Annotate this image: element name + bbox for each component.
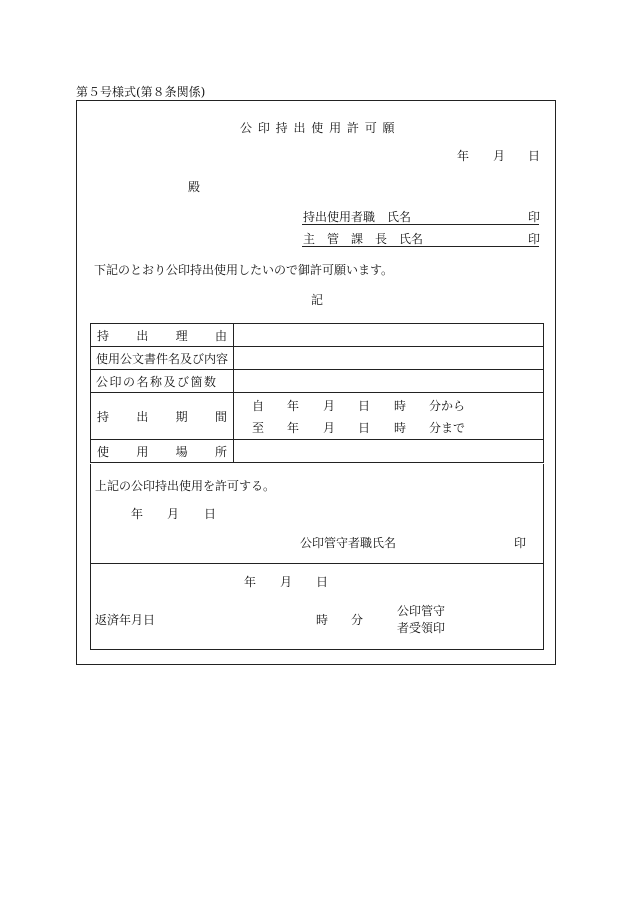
details-table — [90, 323, 544, 463]
applicant-label: 持出使用者職 氏名 — [303, 210, 412, 224]
request-text: 下記のとおり公印持出使用したいので御許可願います。 — [94, 263, 394, 277]
permit-text: 上記の公印持出使用を許可する。 — [95, 479, 276, 493]
seal-name-label: 公印の名称及び箇数 — [91, 370, 234, 393]
to-min: 分まで — [429, 421, 466, 435]
from-year: 年 — [287, 399, 300, 413]
place-field[interactable] — [234, 440, 544, 463]
applicant-underline — [302, 224, 539, 225]
custodian-seal: 印 — [514, 536, 527, 550]
seal-name-field[interactable] — [234, 370, 544, 393]
manager-seal: 印 — [528, 232, 541, 246]
to-marker: 至 — [252, 421, 265, 435]
form-id: 第５号様式(第８条関係) — [76, 85, 206, 99]
from-month: 月 — [323, 399, 336, 413]
from-marker: 自 — [252, 399, 265, 413]
return-label: 返済年月日 — [95, 613, 156, 627]
from-min: 分から — [429, 399, 466, 413]
form-title: 公 印 持 出 使 用 許 可 願 — [240, 121, 396, 135]
custodian-label: 公印管守者職氏名 — [300, 536, 397, 550]
document-field[interactable] — [234, 347, 544, 370]
addressee-suffix: 殿 — [188, 180, 201, 194]
to-year: 年 — [287, 421, 300, 435]
section-divider — [90, 563, 544, 564]
period-label: 持 出 期 間 — [91, 393, 234, 440]
table-row — [91, 370, 544, 393]
to-month: 月 — [323, 421, 336, 435]
manager-underline — [302, 246, 539, 247]
ki-label: 記 — [311, 293, 324, 307]
from-hour: 時 — [394, 399, 407, 413]
table-row — [91, 324, 544, 347]
from-day: 日 — [358, 399, 371, 413]
table-row — [91, 440, 544, 463]
receipt-label-1: 公印管守 — [397, 604, 446, 618]
receipt-label-2: 者受領印 — [397, 621, 446, 635]
reason-field[interactable] — [234, 324, 544, 347]
manager-label: 主 管 課 長 氏名 — [303, 232, 424, 246]
document-label: 使用公文書件名及び内容 — [91, 347, 234, 370]
table-row — [91, 393, 544, 440]
reason-label: 持 出 理 由 — [91, 324, 234, 347]
table-row — [91, 347, 544, 370]
period-field[interactable] — [234, 393, 544, 440]
to-hour: 時 — [394, 421, 407, 435]
place-label: 使 用 場 所 — [91, 440, 234, 463]
to-day: 日 — [358, 421, 371, 435]
applicant-seal: 印 — [528, 210, 541, 224]
